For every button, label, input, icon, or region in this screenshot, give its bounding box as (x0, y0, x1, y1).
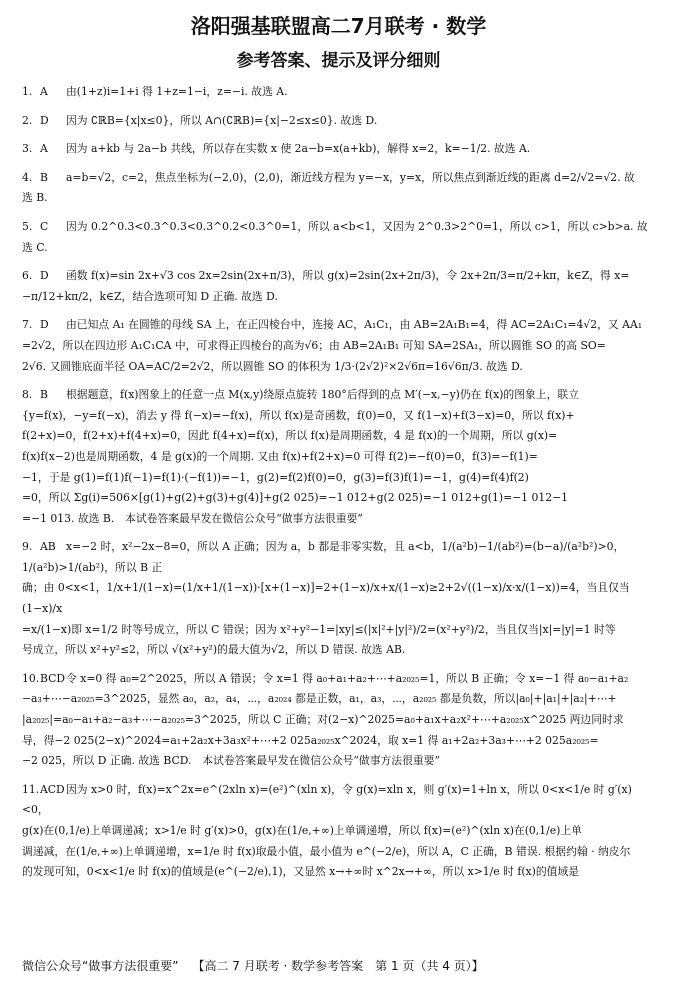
answer-line (22, 780, 658, 821)
question-number: 5. (22, 219, 33, 233)
answer-line (22, 82, 658, 103)
explanation-text: 因为 a+kb 与 2a−b 共线，所以存在实数 x 使 2a−b=x(a+kb)，解得 x=2，k=−1/2. 故选 A. (66, 142, 531, 156)
answer-choice: AB (40, 540, 56, 554)
answer-line (22, 862, 658, 883)
answer-item (22, 139, 658, 160)
answer-line (22, 751, 658, 772)
answer-line (22, 426, 658, 447)
answer-choice: BCD (40, 671, 66, 685)
question-number: 8. (22, 388, 33, 402)
answer-item (22, 266, 658, 307)
explanation-text: −2 025，所以 D 正确. 故选 BCD. 本试卷答案最早发在微信公众号“做事方法很重要” (22, 754, 441, 768)
explanation-text: =−1 013. 故选 B. 本试卷答案最早发在微信公众号“做事方法很重要” (22, 511, 363, 525)
footer-source: 微信公众号“做事方法很重要” (22, 959, 179, 973)
explanation-text: 选 B. (22, 191, 48, 205)
answer-line (22, 620, 658, 641)
explanation-text: 由(1+z)i=1+i 得 1+z=1−i，z=−i. 故选 A. (66, 85, 288, 98)
explanation-text: 号成立，所以 x²+y²≤2，所以 √(x²+y²)的最大值为√2，所以 D 错误. 故选 AB. (22, 643, 406, 657)
explanation-text: f(x)f(x−2)也是周期函数，4 是 g(x)的一个周期. 又由 f(x)+f(2+x)=0 可得 f(2)=−f(0)=0，f(3)=−f(1)= (22, 449, 538, 463)
explanation-text: −1，于是 g(1)=f(1)f(−1)=f(1)·(−f(1))=−1，g(2)=f(2)f(0)=0，g(3)=f(3)f(1)=−1，g(4)=f(4)f(2) (22, 470, 529, 484)
question-number: 2. (22, 113, 33, 127)
explanation-text: 因为 x>0 时，f(x)=x^2x=e^(2xln x)=(e²)^(xln x)，令 g(x)=xln x，则 g′(x)=1+ln x，所以 0<x<1/e 时 g′(x)<0， (22, 782, 632, 817)
footer-page-info: 【高二 7 月联考 · 数学参考答案 第 1 页（共 4 页）】 (192, 959, 484, 973)
question-number: 7. (22, 318, 33, 332)
answer-item (22, 315, 658, 377)
answer-choice: D (40, 113, 49, 127)
explanation-text: 令 x=0 得 a₀=2^2025，所以 A 错误；令 x=1 得 a₀+a₁+a₂+⋯+a₂₀₂₅=1，所以 B 正确；令 x=−1 得 a₀−a₁+a₂ (66, 671, 629, 685)
question-number: 6. (22, 269, 33, 283)
explanation-text: =2√2，所以在四边形 A₁C₁CA 中，可求得正四棱台的高为√6；由 AB=2A₁B₁ 可知 SA=2SA₁，所以圆锥 SO 的高 SO= (22, 338, 606, 352)
explanation-text: 的发现可知，0<x<1/e 时 f(x)的值域是(e^(−2/e),1)，又显然 x→+∞时 x^2x→+∞，所以 x>1/e 时 f(x)的值域是 (22, 865, 580, 879)
answer-list (22, 82, 658, 891)
answer-line (22, 406, 658, 427)
answer-item (22, 385, 658, 529)
explanation-text: =0，所以 Σg(i)=506×[g(1)+g(2)+g(3)+g(4)]+g(2 025)=−1 012+g(2 025)=−1 012+g(1)=−1 012−1 (22, 491, 569, 505)
question-number: 11. (22, 782, 40, 796)
page-subtitle: 参考答案、提示及评分细则 (236, 51, 441, 71)
answer-choice: A (40, 85, 48, 98)
answer-choice: B (40, 170, 48, 184)
answer-line (22, 731, 658, 752)
answer-line (22, 537, 658, 578)
answer-line (22, 821, 658, 842)
answer-line (22, 287, 658, 308)
question-number: 4. (22, 170, 33, 184)
answer-line (22, 315, 658, 336)
question-number: 10. (22, 671, 40, 685)
answer-line (22, 217, 658, 258)
answer-choice: C (40, 219, 49, 233)
explanation-text: g(x)在(0,1/e)上单调递减；x>1/e 时 g′(x)>0，g(x)在(1/e,+∞)上单调递增，所以 f(x)=(e²)^(xln x)在(0,1/e)上单 (22, 824, 582, 837)
explanation-text: −a₃+⋯−a₂₀₂₅=3^2025，显然 a₀，a₂，a₄，⋯，a₂₀₂₄ 都是正数，a₁，a₃，⋯，a₂₀₂₅ 都是负数，所以|a₀|+|a₁|+|a₂|+⋯+ (22, 692, 617, 706)
answer-line (22, 578, 658, 619)
answer-item (22, 780, 658, 883)
explanation-text: {y=f(x)，−y=f(−x)，消去 y 得 f(−x)=−f(x)，所以 f(x)是奇函数，f(0)=0，又 f(1−x)+f(3−x)=0，所以 f(x)+ (22, 408, 575, 422)
answer-choice: D (40, 269, 49, 283)
question-number: 9. (22, 540, 33, 554)
explanation-text: 根据题意，f(x)图象上的任意一点 M(x,y)绕原点旋转 180°后得到的点 M′(−x,−y)仍在 f(x)的图象上，联立 (66, 388, 579, 402)
answer-choice: A (40, 142, 48, 156)
explanation-text: 函数 f(x)=sin 2x+√3 cos 2x=2sin(2x+π/3)，所以 g(x)=2sin(2x+2π/3)，令 2x+2π/3=π/2+kπ，k∈Z，得 x= (66, 269, 630, 283)
explanation-text: −π/12+kπ/2，k∈Z，结合选项可知 D 正确. 故选 D. (22, 289, 278, 303)
answer-line (22, 710, 658, 731)
answer-item (22, 669, 658, 772)
answer-line (22, 689, 658, 710)
answer-choice: D (40, 318, 49, 332)
explanation-text: f(2+x)=0，f(2+x)+f(4+x)=0，因此 f(4+x)=f(x)，所以 f(x)是周期函数，4 是 f(x)的一个周期，所以 g(x)= (22, 429, 558, 443)
answer-choice: ACD (40, 782, 65, 796)
answer-line (22, 468, 658, 489)
explanation-text: 导，得−2 025(2−x)^2024=a₁+2a₂x+3a₃x²+⋯+2 025a₂₀₂₅x^2024，取 x=1 得 a₁+2a₂+3a₃+⋯+2 025a₂₀₂₅= (22, 733, 599, 747)
explanation-text: 2√6. 又圆锥底面半径 OA=AC/2=2√2，所以圆锥 SO 的体积为 1/3·(2√2)²×2√6π=16√6π/3. 故选 D. (22, 359, 523, 373)
answer-line (22, 669, 658, 690)
explanation-text: 调递减，在(1/e,+∞)上单调递增，x=1/e 时 f(x)取最小值，最小值为 e^(−2/e)，所以 A，C 正确，B 错误. 根据约翰 · 纳皮尔 (22, 844, 631, 858)
answer-line (22, 266, 658, 287)
question-number: 1. (22, 85, 33, 98)
answer-item (22, 217, 658, 258)
explanation-text: a=b=√2，c=2，焦点坐标为(−2,0)，(2,0)，渐近线方程为 y=−x，y=x，所以焦点到渐近线的距离 d=2/√2=√2. 故 (66, 170, 635, 184)
page-title: 洛阳强基联盟高二7月联考 · 数学 (190, 14, 487, 38)
answer-item (22, 537, 658, 661)
question-number: 3. (22, 142, 33, 156)
answer-item (22, 82, 658, 103)
answer-line (22, 188, 658, 209)
explanation-text: =x/(1−x)即 x=1/2 时等号成立，所以 C 错误；因为 x²+y²−1=|xy|≤(|x|²+|y|²)/2=(x²+y²)/2，当且仅当|x|=|y|=1 时等 (22, 622, 616, 636)
answer-choice: B (40, 388, 48, 402)
explanation-text: |a₂₀₂₅|=a₀−a₁+a₂−a₃+⋯−a₂₀₂₅=3^2025，所以 C 正确；对(2−x)^2025=a₀+a₁x+a₂x²+⋯+a₂₀₂₅x^2025 两边同时求 (22, 713, 624, 727)
explanation-text: 因为 ∁ℝB={x|x≤0}，所以 A∩(∁ℝB)={x|−2≤x≤0}. 故选 D. (66, 113, 378, 127)
answer-line (22, 488, 658, 509)
answer-line (22, 640, 658, 661)
answer-line (22, 168, 658, 189)
explanation-text: x=−2 时，x²−2x−8=0，所以 A 正确；因为 a，b 都是非零实数，且 a<b，1/(a²b)−1/(ab²)=(b−a)/(a²b²)>0，1/(a²b)>1/(ab²)，所以 B 正 (22, 540, 625, 574)
explanation-text: 由已知点 A₁ 在圆锥的母线 SA 上，在正四棱台中，连接 AC，A₁C₁，由 AB=2A₁B₁=4，得 AC=2A₁C₁=4√2，又 AA₁ (66, 318, 643, 332)
answer-line (22, 842, 658, 863)
answer-item (22, 168, 658, 209)
answer-line (22, 357, 658, 378)
answer-line (22, 385, 658, 406)
explanation-text: 确；由 0<x<1，1/x+1/(1−x)=(1/x+1/(1−x))·[x+(1−x)]=2+(1−x)/x+x/(1−x)≥2+2√((1−x)/x·x/(1−x))=4，当且仅当(1−x)/x (22, 581, 630, 616)
answer-line (22, 509, 658, 530)
answer-line (22, 139, 658, 160)
answer-line (22, 336, 658, 357)
answer-line (22, 111, 658, 132)
explanation-text: 因为 0.2^0.3<0.3^0.3<0.3^0.2<0.3^0=1，所以 a<b<1，又因为 2^0.3>2^0=1，所以 c>1，所以 c>b>a. 故选 C. (22, 219, 648, 254)
answer-line (22, 447, 658, 468)
page-footer (22, 957, 662, 974)
answer-item (22, 111, 658, 132)
